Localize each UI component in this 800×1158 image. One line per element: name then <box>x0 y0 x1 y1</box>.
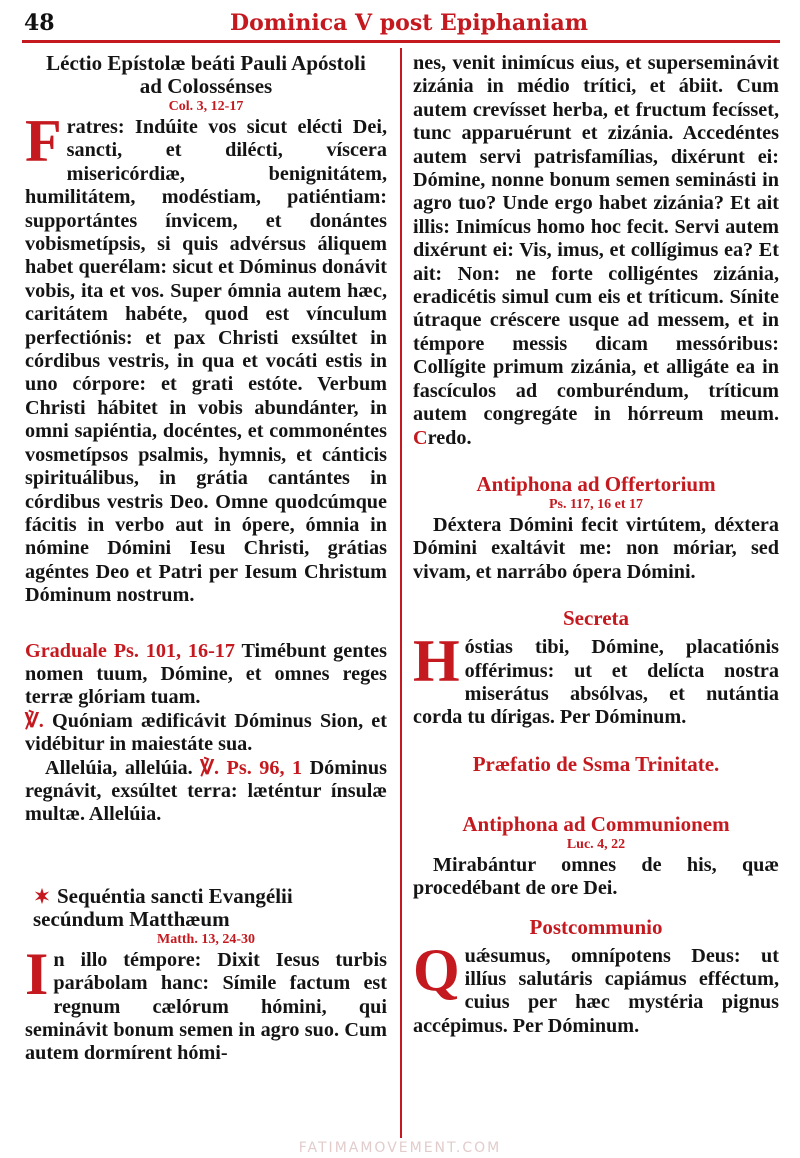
gospel-text-left <box>25 940 387 1066</box>
epistle-heading: Léctio Epístolæ beáti Pauli Apóstoli ad Colossénses <box>46 51 366 98</box>
column-divider <box>400 48 402 1138</box>
gospel-body-right: nes, venit inimícus eius, et superseminávit zizánia in médio trítici, et ábiit. Cum autem crevísset herba, et fructum fecísset, tunc apparuérunt et zizánia. Accedéntes autem servi patrisfamílias, dixérunt ei: Dómine, nonne bonum semen seminásti in agro tuo? Unde ergo habet zizánia? Et ait illis: Inimícus homo hoc fecit. Servi autem dixérunt ei: Vis, imus, et collígimus ea? Et ait: Non: ne forte colligéntes zizánia, eradicétis simul cum eis et tríticum. Sínite útraque créscere usque ad messem, et in témpore messis dicam messóribus: Collígite primum zizánia, et alligáte ea in fascículos ad comburéndum, tríticum autem congregáte in hórreum meum. <box>413 52 779 426</box>
offertory-section <box>413 472 779 584</box>
secret-drop-cap: H <box>413 628 460 695</box>
offertory-heading: Antiphona ad Offertorium <box>476 471 716 496</box>
gospel-section <box>25 885 387 1066</box>
epistle-reference: Col. 3, 12-17 <box>168 99 244 114</box>
gradual-section <box>25 640 387 827</box>
watermark: FATIMAMOVEMENT.COM <box>298 1140 502 1156</box>
communion-text: Mirabántur omnes de his, quæ procedébant de ore Dei. <box>413 853 779 900</box>
gospel-body-left: n illo témpore: Dixit Iesus turbis parábolam hanc: Símile factum est regnum cælórum hómini, qui seminávit bonum semen in agro suo. Cum autem dormírent hómi- <box>25 948 387 1065</box>
secret-heading: Secreta <box>562 606 630 631</box>
preface-section <box>413 752 779 776</box>
epistle-text <box>25 108 387 608</box>
cross-icon <box>33 887 51 905</box>
credo-initial: C <box>413 426 428 449</box>
communion-section <box>413 812 779 901</box>
communion-heading: Antiphona ad Communionem <box>462 811 730 836</box>
epistle-body: ratres: Indúite vos sicut elécti Dei, sancti, et dilécti, víscera misericórdiæ, benignitátem, humilitátem, modéstiam, patiéntiam: supportántes ínvicem, et donántes vobismetípsis, si quis advérsus áliquem habet querélam: sicut et Dóminus donávit vobis, ita et vos. Super ómnia autem hæc, caritátem habéte, quod est vínculum perfectiónis: et pax Christi exsúltet in córdibus vestris, in qua et vocáti estis in uno córpore: et grati estóte. Verbum Christi hábitet in vobis abundánter, in omni sapiéntia, docéntes, et commonéntes vosmetípsos psalmis, hymnis, et cánticis spirituálibus, in grátia cantántes in córdibus vestris Deo. Omne quodcúmque fácitis in verbo aut in ópere, ómnia in nómine Dómini Iesu Christi, grátias agéntes Deo et Patri per Iesum Christum Dóminum nostrum. <box>25 116 387 607</box>
gradual-body: Timébunt gentes nomen tuum, Dómine, et omnes reges terræ glóriam tuam. <box>25 639 387 709</box>
right-column <box>413 52 779 1038</box>
gospel-reference: Matth. 13, 24-30 <box>157 931 255 947</box>
epistle-drop-cap: F <box>25 108 62 174</box>
left-column <box>25 52 387 1066</box>
running-title: Dominica V post Epiphaniam <box>230 10 589 36</box>
page-header <box>0 0 800 44</box>
secret-text <box>413 628 779 730</box>
offertory-reference: Ps. 117, 16 et 17 <box>548 496 644 512</box>
versicle-icon: ℣. <box>25 709 44 732</box>
header-rule <box>22 40 780 43</box>
postcommunion-drop-cap: Q <box>413 936 460 1003</box>
credo-rest: redo. <box>427 426 472 449</box>
gospel-text-right <box>413 52 779 450</box>
postcommunion-body: uǽsumus, omnípotens Deus: ut illíus salutáris capiámus efféctum, cuius per hæc mystéria pignus accépimus. Per Dóminum. <box>413 944 779 1037</box>
gradual-label: Graduale Ps. 101, 16-17 <box>25 639 235 662</box>
gradual-text <box>25 640 387 757</box>
alleluia-words: Allelúia, allelúia. <box>45 756 201 779</box>
offertory-text: Déxtera Dómini fecit virtútem, déxtera Dómini exaltávit me: non móriar, sed vivam, et narrábo ópera Dómini. <box>413 513 779 583</box>
gospel-heading: Sequéntia sancti Evangélii secúndum Matthæum <box>33 883 293 931</box>
alleluia-verse: Dóminus regnávit, exsúltet terra: læténtur ínsulæ multæ. Allelúia. <box>25 756 387 826</box>
gospel-heading-row <box>25 885 387 931</box>
alleluia-text <box>25 757 387 827</box>
gradual-versicle: Quóniam ædificávit Dóminus Sion, et vidébitur in maiestáte sua. <box>25 709 387 756</box>
preface-heading: Præfatio de Ssma Trinitate. <box>472 751 720 776</box>
alleluia-reference: ℣. Ps. 96, 1 <box>200 756 303 779</box>
secret-section <box>413 606 779 730</box>
postcommunion-section <box>413 915 779 1039</box>
page-number: 48 <box>24 10 55 36</box>
gospel-drop-cap: I <box>25 940 49 1007</box>
postcommunion-heading: Postcommunio <box>529 914 663 939</box>
communion-reference: Luc. 4, 22 <box>566 836 626 852</box>
postcommunion-text <box>413 936 779 1039</box>
epistle-section <box>25 52 387 608</box>
secret-body: óstias tibi, Dómine, placatiónis offérimus: ut et delícta nostra miserátus absólvas, et nutántia corda tu dírigas. Per Dóminum. <box>413 636 779 729</box>
